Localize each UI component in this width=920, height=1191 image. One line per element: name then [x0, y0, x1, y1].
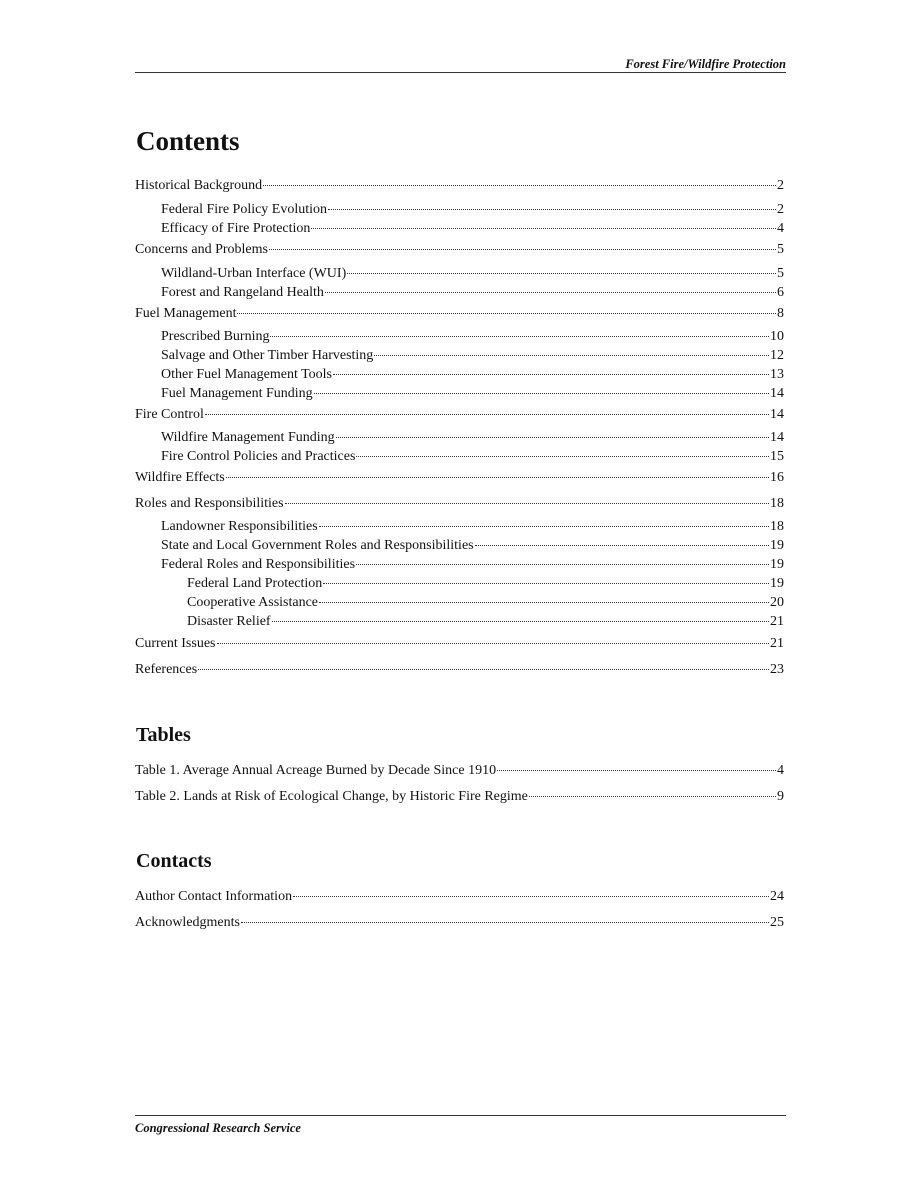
entry-title: Current Issues — [135, 636, 216, 651]
contents-entry[interactable] — [135, 660, 784, 679]
entry-title: Cooperative Assistance — [187, 595, 319, 610]
tables-entry[interactable] — [135, 761, 784, 780]
entry-page-number: 21 — [770, 636, 784, 651]
dot-leader — [241, 921, 769, 923]
entry-page-number: 4 — [777, 221, 784, 236]
dot-leader — [293, 895, 769, 897]
entry-title: Disaster Relief — [187, 614, 271, 629]
contacts-heading: Contacts — [136, 850, 212, 872]
contents-entry[interactable] — [161, 200, 784, 219]
contents-entry[interactable] — [161, 428, 784, 447]
entry-title: Historical Background — [135, 178, 263, 193]
entry-title: Other Fuel Management Tools — [161, 367, 333, 382]
contents-entry[interactable] — [135, 405, 784, 424]
entry-page-number: 14 — [770, 407, 784, 422]
entry-title: Efficacy of Fire Protection — [161, 221, 311, 236]
entry-page-number: 15 — [770, 449, 784, 464]
entry-title: Fuel Management Funding — [161, 386, 313, 401]
dot-leader — [323, 582, 769, 584]
entry-title: Table 1. Average Annual Acreage Burned by Decade Since 1910 — [135, 763, 497, 778]
entry-title: Acknowledgments — [135, 915, 240, 930]
contents-entry[interactable] — [161, 555, 784, 574]
entry-title: Fire Control — [135, 407, 204, 422]
contents-entry[interactable] — [161, 517, 784, 536]
dot-leader — [319, 601, 769, 603]
entry-page-number: 5 — [777, 266, 784, 281]
contents-heading: Contents — [136, 126, 240, 156]
entry-title: References — [135, 662, 198, 677]
dot-leader — [217, 642, 770, 644]
entry-page-number: 18 — [770, 519, 784, 534]
contents-entry[interactable] — [135, 240, 784, 259]
entry-title: Forest and Rangeland Health — [161, 285, 324, 300]
dot-leader — [311, 227, 776, 229]
dot-leader — [285, 502, 769, 504]
entry-page-number: 23 — [770, 662, 784, 677]
entry-title: Wildfire Management Funding — [161, 430, 335, 445]
contents-entry[interactable] — [187, 593, 784, 612]
tables-entry[interactable] — [135, 787, 784, 806]
contents-entry[interactable] — [187, 574, 784, 593]
entry-page-number: 13 — [770, 367, 784, 382]
contents-entry[interactable] — [161, 384, 784, 403]
contents-entry[interactable] — [161, 264, 784, 283]
dot-leader — [205, 413, 769, 415]
dot-leader — [333, 373, 769, 375]
entry-title: Federal Land Protection — [187, 576, 323, 591]
dot-leader — [497, 769, 776, 771]
running-header — [135, 57, 786, 73]
contents-entry[interactable] — [161, 365, 784, 384]
dot-leader — [263, 184, 776, 186]
contents-entry[interactable] — [161, 536, 784, 555]
dot-leader — [374, 354, 769, 356]
entry-page-number: 14 — [770, 386, 784, 401]
contents-entry[interactable] — [135, 634, 784, 653]
entry-page-number: 5 — [777, 242, 784, 257]
entry-page-number: 2 — [777, 202, 784, 217]
entry-title: Fuel Management — [135, 306, 237, 321]
dot-leader — [356, 455, 769, 457]
dot-leader — [237, 312, 776, 314]
dot-leader — [336, 436, 769, 438]
dot-leader — [347, 272, 776, 274]
contents-entry[interactable] — [135, 304, 784, 323]
contents-entry[interactable] — [161, 219, 784, 238]
contents-entry[interactable] — [161, 346, 784, 365]
entry-title: State and Local Government Roles and Responsibilities — [161, 538, 474, 553]
entry-page-number: 19 — [770, 538, 784, 553]
entry-page-number: 19 — [770, 557, 784, 572]
contents-entry[interactable] — [135, 494, 784, 513]
dot-leader — [328, 208, 776, 210]
contents-entry[interactable] — [161, 283, 784, 302]
dot-leader — [325, 291, 776, 293]
contents-entry[interactable] — [187, 612, 784, 631]
contents-entry[interactable] — [135, 468, 784, 487]
entry-title: Concerns and Problems — [135, 242, 268, 257]
entry-page-number: 16 — [770, 470, 784, 485]
contacts-entry[interactable] — [135, 887, 784, 906]
entry-title: Salvage and Other Timber Harvesting — [161, 348, 374, 363]
tables-heading: Tables — [136, 724, 191, 746]
entry-page-number: 25 — [770, 915, 784, 930]
dot-leader — [529, 795, 776, 797]
dot-leader — [272, 620, 769, 622]
entry-page-number: 4 — [777, 763, 784, 778]
entry-title: Roles and Responsibilities — [135, 496, 284, 511]
contents-entry[interactable] — [135, 176, 784, 195]
entry-page-number: 12 — [770, 348, 784, 363]
publisher-name: Congressional Research Service — [135, 1121, 301, 1135]
dot-leader — [198, 668, 769, 670]
contents-entry[interactable] — [161, 327, 784, 346]
dot-leader — [226, 476, 769, 478]
dot-leader — [475, 544, 769, 546]
entry-page-number: 6 — [777, 285, 784, 300]
entry-page-number: 8 — [777, 306, 784, 321]
entry-title: Prescribed Burning — [161, 329, 270, 344]
entry-page-number: 24 — [770, 889, 784, 904]
page-footer — [135, 1115, 786, 1136]
dot-leader — [269, 248, 776, 250]
entry-title: Fire Control Policies and Practices — [161, 449, 356, 464]
entry-title: Table 2. Lands at Risk of Ecological Change, by Historic Fire Regime — [135, 789, 528, 804]
entry-page-number: 18 — [770, 496, 784, 511]
entry-title: Landowner Responsibilities — [161, 519, 318, 534]
entry-page-number: 9 — [777, 789, 784, 804]
dot-leader — [319, 525, 769, 527]
entry-title: Wildland-Urban Interface (WUI) — [161, 266, 347, 281]
entry-title: Federal Roles and Responsibilities — [161, 557, 356, 572]
dot-leader — [356, 563, 769, 565]
contacts-entry[interactable] — [135, 913, 784, 932]
running-title: Forest Fire/Wildfire Protection — [625, 57, 786, 71]
entry-page-number: 10 — [770, 329, 784, 344]
entry-title: Author Contact Information — [135, 889, 293, 904]
dot-leader — [270, 335, 769, 337]
entry-page-number: 20 — [770, 595, 784, 610]
entry-page-number: 21 — [770, 614, 784, 629]
dot-leader — [314, 392, 769, 394]
entry-page-number: 2 — [777, 178, 784, 193]
entry-page-number: 19 — [770, 576, 784, 591]
contents-entry[interactable] — [161, 447, 784, 466]
entry-page-number: 14 — [770, 430, 784, 445]
entry-title: Wildfire Effects — [135, 470, 225, 485]
entry-title: Federal Fire Policy Evolution — [161, 202, 328, 217]
